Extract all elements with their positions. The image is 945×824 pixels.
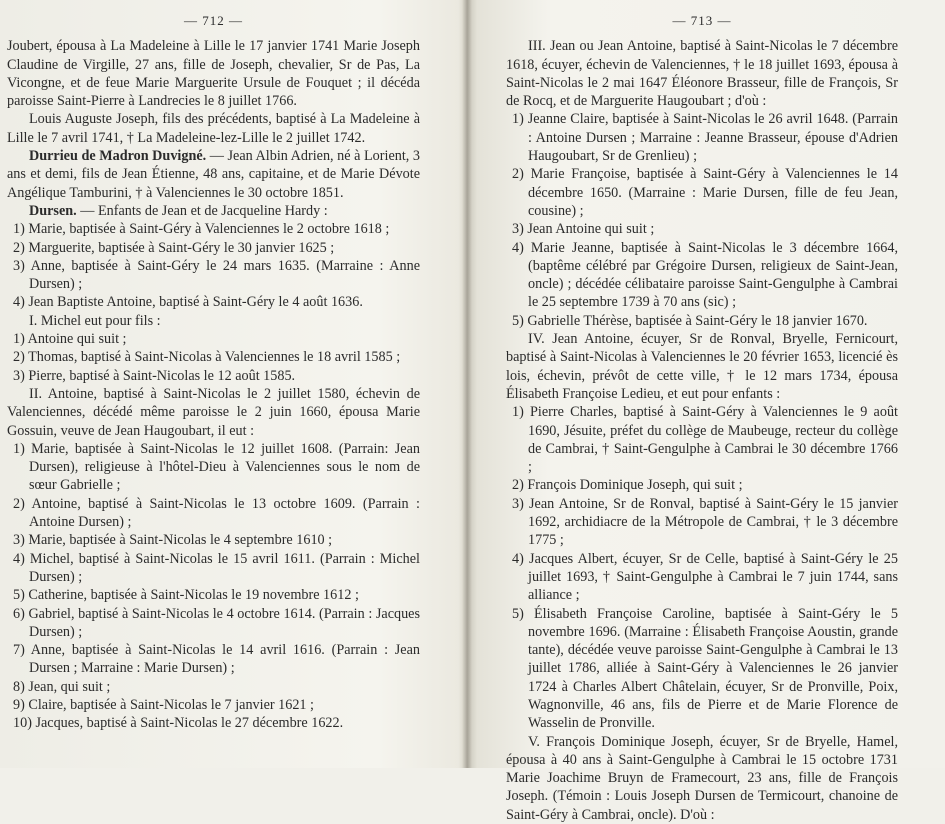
paragraph-text: 5) Élisabeth Françoise Caroline, baptisée à Saint-Géry le 5 novembre 1696. (Marraine : Élisabeth Françoise Aoustin, grande tante), décédée veuve paroisse Saint-Gengulphe à Cambrai le 13 juillet 1786, alliée à Saint-Géry à Valenciennes le 26 janvier 1724 à Charles Albert Châtelain, écuyer, Sr de Pronville, Poix, Wagnonville, 46 ans, fils de Pierre et de Marie Florence de Wasselin de Pronville. bbox=[512, 605, 898, 732]
right-page-body bbox=[506, 37, 898, 824]
paragraph-text: IV. Jean Antoine, écuyer, Sr de Ronval, Bryelle, Fernicourt, baptisé à Saint-Nicolas à Valenciennes le 20 février 1653, licencié ès lois, échevin, prévôt de cette ville, † le 12 mars 1734, épousa Élisabeth Françoise Ledieu, et eut pour enfants : bbox=[506, 331, 898, 402]
list-item bbox=[506, 605, 898, 733]
list-item bbox=[506, 476, 898, 494]
paragraph bbox=[7, 110, 420, 147]
paragraph bbox=[7, 202, 420, 220]
list-item bbox=[506, 239, 898, 312]
paragraph bbox=[7, 385, 420, 440]
paragraph-text: 4) Jacques Albert, écuyer, Sr de Celle, baptisé à Saint-Géry le 25 juillet 1693, † Saint-Gengulphe à Cambrai le 7 juin 1744, sans alliance ; bbox=[512, 550, 898, 604]
list-item bbox=[7, 239, 420, 257]
paragraph-text: 2) Thomas, baptisé à Saint-Nicolas à Valenciennes le 18 avril 1585 ; bbox=[13, 349, 401, 366]
paragraph-text: 6) Gabriel, baptisé à Saint-Nicolas le 4 octobre 1614. (Parrain : Jacques Dursen) ; bbox=[13, 605, 420, 640]
paragraph-text: 1) Pierre Charles, baptisé à Saint-Géry à Valenciennes le 9 août 1690, Jésuite, préfet du collège de Maubeuge, recteur du collège de Cambrai, † Saint-Gengulphe à Cambrai le 30 décembre 1766 ; bbox=[512, 404, 898, 476]
entry-heading: Dursen. bbox=[29, 202, 77, 219]
list-item bbox=[7, 714, 420, 732]
list-item bbox=[7, 531, 420, 549]
paragraph bbox=[506, 733, 898, 824]
paragraph-text: — Enfants de Jean et de Jacqueline Hardy : bbox=[76, 202, 328, 219]
page-number-right: — 713 — bbox=[672, 13, 732, 28]
list-item bbox=[7, 440, 420, 495]
paragraph-text: II. Antoine, baptisé à Saint-Nicolas le 2 juillet 1580, échevin de Valenciennes, décédé même paroisse le 2 juin 1660, épousa Marie Gossuin, veuve de Jean Haugoubart, il eut : bbox=[7, 385, 420, 439]
paragraph-text: 4) Jean Baptiste Antoine, baptisé à Saint-Géry le 4 août 1636. bbox=[13, 294, 363, 311]
paragraph-text: 1) Jeanne Claire, baptisée à Saint-Nicolas le 26 avril 1648. (Parrain : Antoine Dursen ; Marraine : Jeanne Brasseur, épouse d'Adrien Haugoubart, Sr de Grenlieu) ; bbox=[512, 111, 898, 165]
paragraph-text: 3) Jean Antoine qui suit ; bbox=[512, 221, 655, 238]
list-item bbox=[506, 403, 898, 476]
paragraph-text: Louis Auguste Joseph, fils des précédents, baptisé à La Madeleine à Lille le 7 avril 1741, † La Madeleine-lez-Lille le 2 juillet 1742. bbox=[7, 111, 420, 146]
list-item bbox=[7, 257, 420, 294]
list-item bbox=[7, 330, 420, 348]
paragraph-text: 1) Marie, baptisée à Saint-Géry à Valenciennes le 2 octobre 1618 ; bbox=[13, 221, 390, 238]
list-item bbox=[7, 220, 420, 238]
list-item bbox=[506, 165, 898, 220]
list-item bbox=[506, 110, 898, 165]
paragraph bbox=[506, 37, 898, 110]
paragraph-text: 8) Jean, qui suit ; bbox=[13, 678, 111, 695]
paragraph bbox=[7, 147, 420, 202]
list-item bbox=[506, 550, 898, 605]
paragraph-text: 3) Marie, baptisée à Saint-Nicolas le 4 septembre 1610 ; bbox=[13, 532, 333, 549]
paragraph-text: 2) François Dominique Joseph, qui suit ; bbox=[512, 477, 743, 494]
paragraph-text: 2) Marie Françoise, baptisée à Saint-Géry à Valenciennes le 14 décembre 1650. (Marraine : Marie Dursen, fille de feu Jean, cousine) ; bbox=[512, 166, 898, 219]
list-item bbox=[7, 495, 420, 532]
book-gutter bbox=[462, 0, 472, 768]
left-page-body bbox=[7, 37, 420, 732]
list-item bbox=[7, 348, 420, 366]
paragraph-text: 4) Michel, baptisé à Saint-Nicolas le 15 avril 1611. (Parrain : Michel Dursen) ; bbox=[13, 550, 420, 585]
paragraph-text: V. François Dominique Joseph, écuyer, Sr de Bryelle, Hamel, épousa à 40 ans à Saint-Gengulphe à Cambrai le 15 octobre 1731 Marie Joachime Bruyn de Framecourt, 23 ans, fille de François Joseph. (Témoin : Louis Joseph Dursen de Termicourt, chanoine de Saint-Géry à Cambrai, oncle). D'où : bbox=[506, 733, 898, 823]
paragraph-text: 2) Antoine, baptisé à Saint-Nicolas le 13 octobre 1609. (Parrain : Antoine Dursen) ; bbox=[13, 495, 420, 531]
right-page bbox=[506, 10, 898, 824]
list-item bbox=[7, 641, 420, 678]
page-number-left: — 712 — bbox=[184, 13, 243, 28]
list-item bbox=[7, 586, 420, 604]
paragraph-text: 1) Marie, baptisée à Saint-Nicolas le 12 juillet 1608. (Parrain: Jean Dursen), religieuse à l'hôtel-Dieu à Valenciennes sous le nom de sœur Gabrielle ; bbox=[13, 440, 420, 494]
paragraph bbox=[7, 312, 420, 330]
paragraph-text: 3) Jean Antoine, Sr de Ronval, baptisé à Saint-Géry le 15 janvier 1692, archidiacre de la Métropole de Cambrai, † le 3 décembre 1775 ; bbox=[512, 495, 898, 549]
paragraph bbox=[7, 37, 420, 110]
list-item bbox=[7, 696, 420, 714]
list-item bbox=[7, 293, 420, 311]
paragraph-text: 2) Marguerite, baptisée à Saint-Géry le 30 janvier 1625 ; bbox=[13, 239, 335, 256]
list-item bbox=[506, 312, 898, 330]
paragraph-text: 10) Jacques, baptisé à Saint-Nicolas le 27 décembre 1622. bbox=[13, 715, 344, 732]
left-page bbox=[7, 10, 420, 733]
paragraph-text: 3) Pierre, baptisé à Saint-Nicolas le 12 août 1585. bbox=[13, 367, 296, 384]
list-item bbox=[7, 678, 420, 696]
paragraph-text: III. Jean ou Jean Antoine, baptisé à Saint-Nicolas le 7 décembre 1618, écuyer, échevin de Valenciennes, † le 18 juillet 1693, épousa à Saint-Nicolas le 2 mai 1647 Éléonore Brasseur, fille de François, Sr de Rocq, et de Marguerite Haugoubart ; d'où : bbox=[506, 38, 898, 110]
paragraph-text: 3) Anne, baptisée à Saint-Géry le 24 mars 1635. (Marraine : Anne Dursen) ; bbox=[13, 257, 420, 293]
list-item bbox=[7, 605, 420, 642]
paragraph-text: Joubert, épousa à La Madeleine à Lille le 17 janvier 1741 Marie Joseph Claudine de Virgille, 27 ans, fille de Joseph, chevalier, Sr de Pas, La Vicongne, et de feue Marie Marguerite Ursule de Fouquet ; il décéda paroisse Saint-Pierre à Landrecies le 8 juillet 1766. bbox=[7, 38, 420, 110]
list-item bbox=[506, 495, 898, 550]
paragraph-text: 5) Gabrielle Thérèse, baptisée à Saint-Géry le 18 janvier 1670. bbox=[512, 312, 868, 329]
paragraph bbox=[506, 330, 898, 403]
paragraph-text: — Jean Albin Adrien, né à Lorient, 3 ans et demi, fils de Jean Étienne, 48 ans, capitaine, et de Marie Dévote Angélique Tamburini, † à Valenciennes le 30 octobre 1851. bbox=[7, 148, 420, 201]
list-item bbox=[7, 550, 420, 587]
list-item bbox=[506, 220, 898, 238]
paragraph-text: 9) Claire, baptisée à Saint-Nicolas le 7 janvier 1621 ; bbox=[13, 696, 314, 713]
paragraph-text: 7) Anne, baptisée à Saint-Nicolas le 14 avril 1616. (Parrain : Jean Dursen ; Marraine : Marie Dursen) ; bbox=[13, 642, 420, 677]
paragraph-text: 5) Catherine, baptisée à Saint-Nicolas le 19 novembre 1612 ; bbox=[13, 587, 359, 604]
paragraph-text: 1) Antoine qui suit ; bbox=[13, 331, 127, 348]
paragraph-text: 4) Marie Jeanne, baptisée à Saint-Nicolas le 3 décembre 1664, (baptême célébré par Grégoire Dursen, religieux de Saint-Jean, oncle) ; décédée célibataire paroisse Saint-Gengulphe à Cambrai le 25 septembre 1739 à 70 ans (sic) ; bbox=[512, 239, 898, 311]
entry-heading: Durrieu de Madron Duvigné. bbox=[29, 148, 207, 165]
list-item bbox=[7, 367, 420, 385]
paragraph-text: I. Michel eut pour fils : bbox=[29, 312, 161, 329]
